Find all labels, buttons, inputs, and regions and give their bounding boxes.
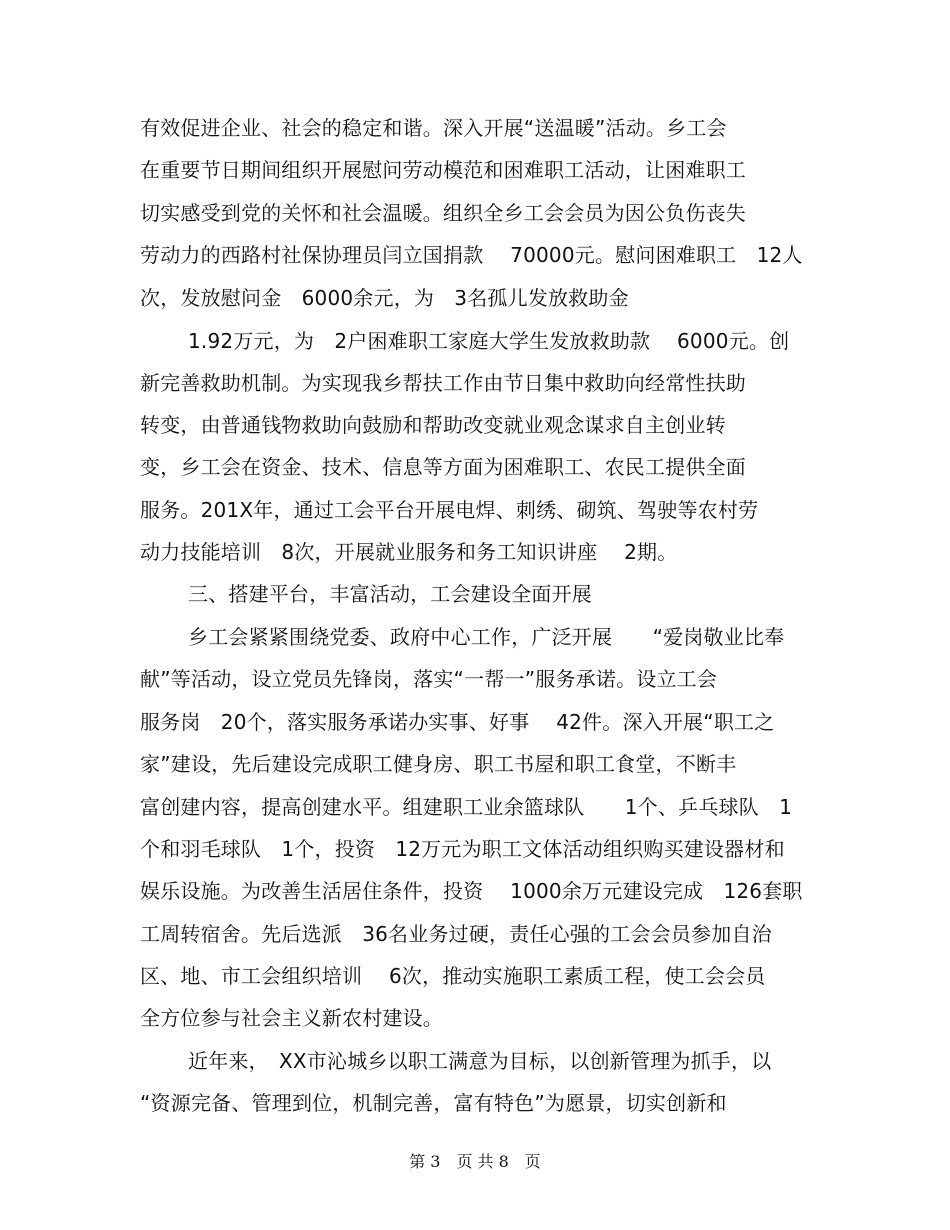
text-line: 服务岗 20个，落实服务承诺办实事、好事 42件。深入开展“职工之	[140, 710, 775, 734]
text-line: 个和羽毛球队 1个，投资 12万元为职工文体活动组织购买建设器材和	[140, 837, 785, 861]
text-line: 有效促进企业、社会的稳定和谐。深入开展“送温暖”活动。乡工会	[140, 116, 727, 140]
text-line: 全方位参与社会主义新农村建设。	[140, 1006, 443, 1030]
text-line: 在重要节日期间组织开展慰问劳动模范和困难职工活动，让困难职工	[140, 158, 746, 182]
text-line: “资源完备、管理到位，机制完善，富有特色”为愿景，切实创新和	[140, 1091, 727, 1115]
text-line: 劳动力的西路村社保协理员闫立国捐款 70000元。慰问困难职工 12人	[140, 243, 803, 267]
text-line: 切实感受到党的关怀和社会温暖。组织全乡工会会员为因公负伤丧失	[140, 201, 746, 225]
text-line: 1.92万元，为 2户困难职工家庭大学生发放救助款 6000元。创	[188, 329, 790, 353]
text-line: 动力技能培训 8次，开展就业服务和务工知识讲座 2期。	[140, 540, 678, 564]
text-line: 乡工会紧紧围绕党委、政府中心工作，广泛开展 “爱岗敬业比奉	[188, 625, 785, 649]
text-line: 家”建设，先后建设完成职工健身房、职工书屋和职工食堂，不断丰	[140, 752, 737, 776]
text-line: 富创建内容，提高创建水平。组建职工业余篮球队 1个、乒乓球队 1	[140, 795, 793, 819]
text-line: 工周转宿舍。先后选派 36名业务过硬，责任心强的工会会员参加自治	[140, 922, 772, 946]
page-number-footer: 第 3 页 共 8 页	[409, 1152, 541, 1171]
text-line: 变，乡工会在资金、技术、信息等方面为困难职工、农民工提供全面	[140, 455, 746, 479]
section-heading: 三、搭建平台，丰富活动，工会建设全面开展	[188, 582, 592, 606]
text-line: 服务。201X年，通过工会平台开展电焊、刺绣、砌筑、驾驶等农村劳	[140, 498, 759, 522]
text-line: 次，发放慰问金 6000余元，为 3名孤儿发放救助金	[140, 286, 629, 310]
text-line: 献”等活动，设立党员先锋岗，落实“一帮一”服务承诺。设立工会	[140, 667, 718, 691]
text-line: 新完善救助机制。为实现我乡帮扶工作由节日集中救助向经常性扶助	[140, 371, 746, 395]
text-line: 转变，由普通钱物救助向鼓励和帮助改变就业观念谋求自主创业转	[140, 413, 726, 437]
text-line: 娱乐设施。为改善生活居住条件，投资 1000余万元建设完成 126套职	[140, 879, 803, 903]
text-line: 近年来， XX市沁城乡以职工满意为目标，以创新管理为抓手，以	[188, 1049, 772, 1073]
text-line: 区、地、市工会组织培训 6次，推动实施职工素质工程，使工会会员	[140, 964, 766, 988]
